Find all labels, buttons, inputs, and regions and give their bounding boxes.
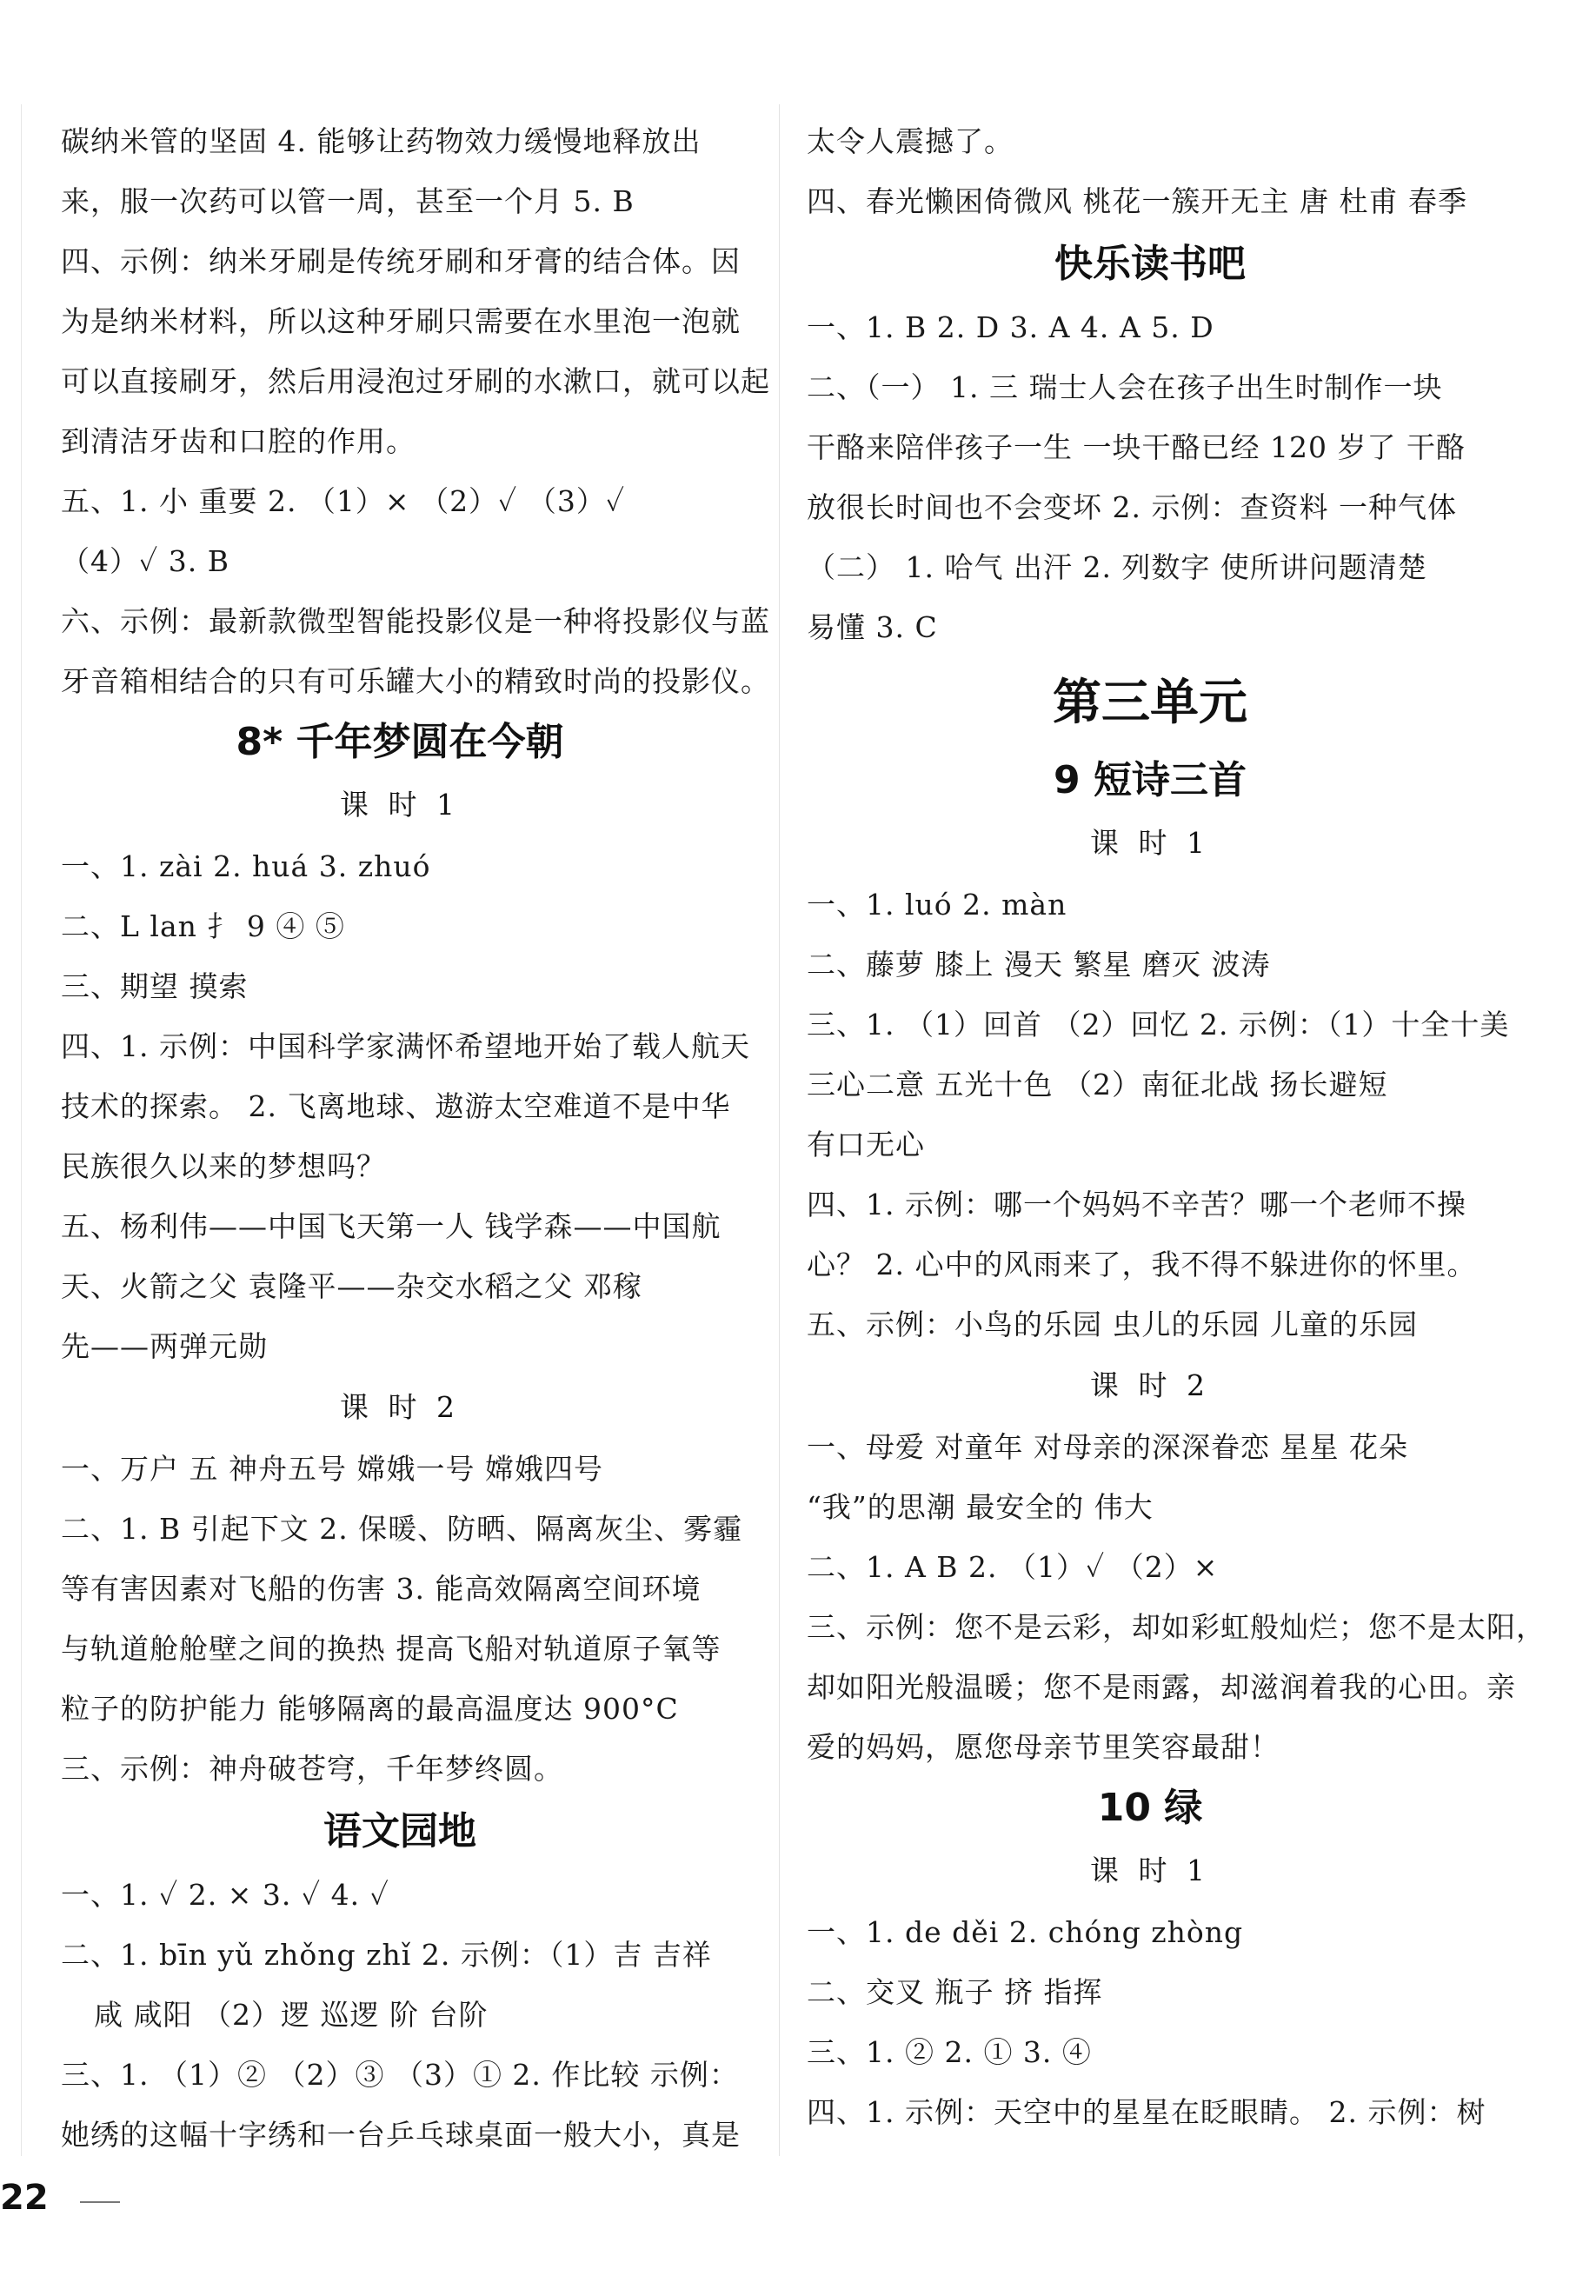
answer-line: 民族很久以来的梦想吗？	[61, 1149, 386, 1183]
margin-rule	[21, 104, 22, 2156]
answer-line: （4）✓ 3. B	[61, 544, 229, 578]
answer-line: （二） 1. 哈气 出汗 2. 列数字 使所讲问题清楚	[807, 550, 1427, 584]
answer-line: 五、示例：小鸟的乐园 虫儿的乐园 儿童的乐园	[807, 1308, 1418, 1341]
answer-line: 心？ 2. 心中的风雨来了，我不得不躲进你的怀里。	[807, 1248, 1477, 1281]
period-heading: 课 时 2	[340, 1390, 460, 1424]
period-heading: 课 时 2	[1090, 1368, 1210, 1402]
period-heading: 课 时 1	[1090, 1853, 1210, 1887]
lesson-title: 9 短诗三首	[1054, 758, 1247, 802]
answer-line: 到清洁牙齿和口腔的作用。	[61, 424, 416, 458]
answer-line: 一、1. luó 2. màn	[807, 888, 1067, 922]
answer-line: 粒子的防护能力 能够隔离的最高温度达 900°C	[61, 1692, 679, 1726]
answer-line: 咸 咸阳 （2）逻 巡逻 阶 台阶	[94, 1998, 489, 2032]
answer-line: 一、1. de děi 2. chóng zhòng	[807, 1915, 1244, 1949]
answer-line: 二、L lan 扌 9 ④ ⑤	[61, 909, 345, 943]
answer-line: 却如阳光般温暖；您不是雨露，却滋润着我的心田。亲	[807, 1670, 1516, 1704]
unit-title: 第三单元	[1053, 675, 1247, 731]
answer-line: 来，服一次药可以管一周，甚至一个月 5. B	[61, 184, 635, 218]
answer-line: 二、1. A B 2. （1）✓ （2）×	[807, 1550, 1219, 1584]
section-heading: 语文园地	[323, 1809, 476, 1853]
answer-line: 二、1. bīn yǔ zhǒng zhǐ 2. 示例：（1）吉 吉祥	[61, 1938, 712, 1972]
answer-line: 四、1. 示例：中国科学家满怀希望地开始了载人航天	[61, 1029, 750, 1063]
answer-line: 一、万户 五 神舟五号 嫦娥一号 嫦娥四号	[61, 1452, 603, 1486]
answer-line: 有口无心	[807, 1128, 925, 1161]
answer-line: 三、示例：神舟破苍穹，千年梦终圆。	[61, 1752, 563, 1786]
answer-line: 碳纳米管的坚固 4. 能够让药物效力缓慢地释放出	[61, 124, 702, 158]
answer-line: 二、（一） 1. 三 瑞士人会在孩子出生时制作一块	[807, 370, 1443, 404]
page-number: 22	[0, 2178, 49, 2218]
page-number-rule	[80, 2201, 120, 2203]
answer-line: 三、1. （1）回首 （2）回忆 2. 示例：（1）十全十美	[807, 1008, 1510, 1042]
answer-line: 五、1. 小 重要 2. （1）× （2）✓ （3）✓	[61, 484, 626, 518]
answer-line: 三心二意 五光十色 （2）南征北战 扬长避短	[807, 1068, 1388, 1101]
left-column	[61, 111, 770, 2165]
answer-line: 易懂 3. C	[807, 610, 938, 644]
answer-line: 技术的探索。 2. 飞离地球、遨游太空难道不是中华	[61, 1089, 731, 1123]
answer-line: “我”的思潮 最安全的 伟大	[807, 1490, 1154, 1524]
lesson-title: 10 绿	[1097, 1786, 1203, 1830]
answer-line: 可以直接刷牙，然后用浸泡过牙刷的水漱口，就可以起	[61, 364, 770, 398]
answer-line: 二、1. B 引起下文 2. 保暖、防晒、隔离灰尘、雾霾	[61, 1512, 743, 1546]
answer-line: 天、火箭之父 袁隆平——杂交水稻之父 邓稼	[61, 1269, 642, 1303]
answer-line: 四、1. 示例：天空中的星星在眨眼睛。 2. 示例：树	[807, 2095, 1486, 2129]
answer-line: 一、1. B 2. D 3. A 4. A 5. D	[807, 310, 1214, 344]
answer-line: 四、示例：纳米牙刷是传统牙刷和牙膏的结合体。因	[61, 244, 741, 278]
answer-line: 她绣的这幅十字绣和一台乒乓球桌面一般大小，真是	[61, 2118, 741, 2152]
answer-line: 三、期望 摸索	[61, 969, 249, 1003]
answer-line: 一、1. zài 2. huá 3. zhuó	[61, 849, 431, 883]
answer-line: 六、示例：最新款微型智能投影仪是一种将投影仪与蓝	[61, 604, 770, 638]
answer-line: 先——两弹元勋	[61, 1329, 268, 1363]
answer-line: 二、藤萝 膝上 漫天 繁星 磨灭 波涛	[807, 948, 1271, 982]
answer-line: 牙音箱相结合的只有可乐罐大小的精致时尚的投影仪。	[61, 664, 770, 698]
answer-line: 与轨道舱舱壁之间的换热 提高飞船对轨道原子氧等	[61, 1632, 722, 1666]
answer-line: 四、春光懒困倚微风 桃花一簇开无主 唐 杜甫 春季	[807, 184, 1467, 218]
answer-line: 二、交叉 瓶子 挤 指挥	[807, 1975, 1103, 2009]
answer-line: 一、母爱 对童年 对母亲的深深眷恋 星星 花朵	[807, 1430, 1408, 1464]
answer-line: 为是纳米材料，所以这种牙刷只需要在水里泡一泡就	[61, 304, 741, 338]
period-heading: 课 时 1	[1090, 826, 1210, 860]
answer-line: 一、1. ✓ 2. × 3. ✓ 4. ✓	[61, 1878, 389, 1912]
answer-line: 四、1. 示例：哪一个妈妈不辛苦？哪一个老师不操	[807, 1188, 1466, 1221]
section-heading: 快乐读书吧	[1054, 242, 1246, 286]
column-divider	[779, 104, 780, 2156]
right-column	[807, 111, 1546, 2142]
answer-line: 三、1. （1）② （2）③ （3）① 2. 作比较 示例：	[61, 2058, 739, 2092]
answer-line: 三、示例：您不是云彩，却如彩虹般灿烂；您不是太阳，	[807, 1610, 1546, 1644]
answer-line: 三、1. ② 2. ① 3. ④	[807, 2035, 1092, 2069]
answer-line: 放很长时间也不会变坏 2. 示例：查资料 一种气体	[807, 490, 1457, 524]
answer-line: 等有害因素对飞船的伤害 3. 能高效隔离空间环境	[61, 1572, 702, 1606]
period-heading: 课 时 1	[340, 788, 460, 822]
answer-line: 太令人震撼了。	[807, 124, 1014, 158]
answer-line: 爱的妈妈，愿您母亲节里笑容最甜！	[807, 1730, 1280, 1764]
answer-line: 五、杨利伟——中国飞天第一人 钱学森——中国航	[61, 1209, 722, 1243]
answer-line: 干酪来陪伴孩子一生 一块干酪已经 120 岁了 干酪	[807, 430, 1466, 464]
lesson-title: 8* 千年梦圆在今朝	[236, 720, 564, 764]
